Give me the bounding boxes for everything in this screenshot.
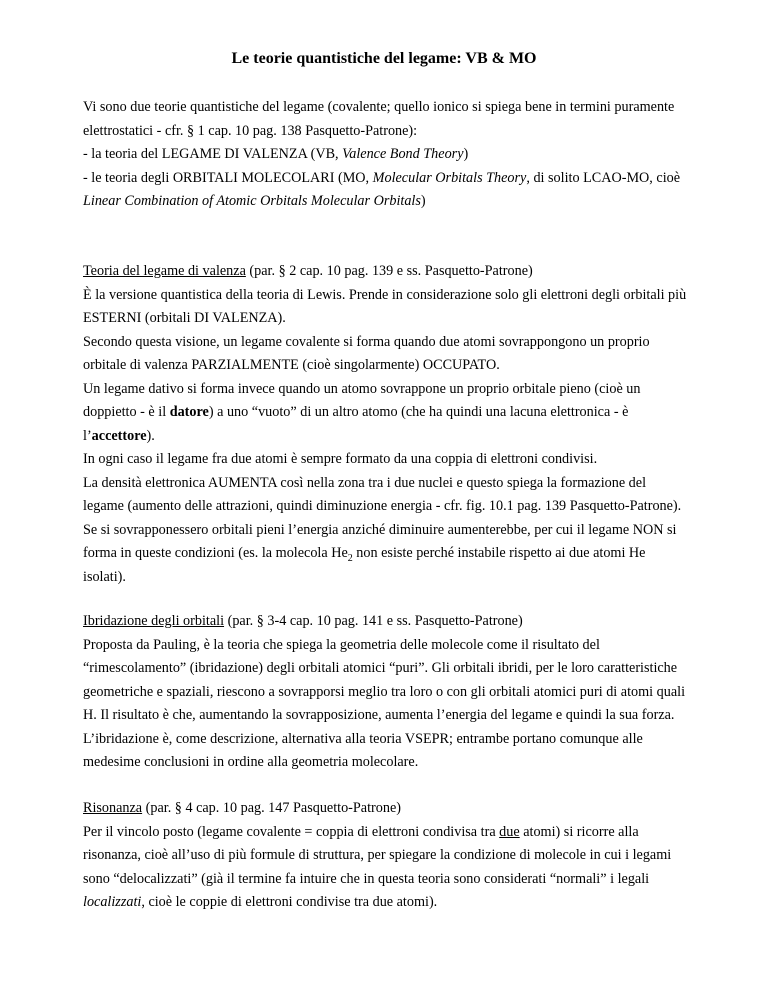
hybrid-line: medesime conclusioni in ordine alla geometria molecolare. <box>83 754 419 770</box>
vb-line-he2: forma in queste condizioni (es. la molecola $He_2$ non esiste perché instabile rispetto ai due atomi He <box>83 545 646 564</box>
hybrid-line: “rimescolamento” (ibridazione) degli orbitali atomici “puri”. Gli orbitali ibridi, per le loro caratteristiche <box>83 660 678 676</box>
section-reference: (par. § 2 cap. 10 pag. 139 e ss. Pasquetto-Patrone) <box>245 263 533 279</box>
intro-line-mo: - le teoria degli ORBITALI MOLECOLARI (MO, Molecular Orbitals Theory, di solito LCAO-MO, cioè <box>83 169 681 186</box>
vb-line-accettore: l’accettore). <box>83 427 155 444</box>
section-heading: Risonanza <box>83 800 143 816</box>
vb-line: orbitale di valenza PARZIALMENTE (cioè singolarmente) OCCUPATO. <box>83 357 500 373</box>
hybrid-line: H. Il risultato è che, aumentando la sovrapposizione, aumenta l’energia del legame e quindi la sua forza. <box>83 707 675 723</box>
vb-line: In ogni caso il legame fra due atomi è sempre formato da una coppia di elettroni condivisi. <box>83 451 598 467</box>
hybridization-section <box>83 610 686 775</box>
intro-line-vb: - la teoria del LEGAME DI VALENZA (VB, Valence Bond Theory) <box>83 146 469 162</box>
intro-line: elettrostatici - cfr. § 1 cap. 10 pag. 138 Pasquetto-Patrone): <box>83 122 418 139</box>
hybrid-line: Proposta da Pauling, è la teoria che spiega la geometria delle molecole come il risultato del <box>83 636 600 653</box>
hybrid-line: geometriche e spaziali, riescono a sovrapporsi meglio tra loro o con gli orbitali atomici puri di atomi quali <box>83 683 686 700</box>
intro-paragraph <box>83 96 683 214</box>
vb-line: isolati). <box>83 568 126 585</box>
resonance-line-localizzati: localizzati, cioè le coppie di elettroni condivise tra due atomi). <box>83 894 438 910</box>
section-reference: (par. § 4 cap. 10 pag. 147 Pasquetto-Patrone) <box>142 800 401 816</box>
vb-line-datore: doppietto - è il datore) a uno “vuoto” di un altro atomo (che ha quindi una lacuna elettronica - è <box>83 404 629 420</box>
hybrid-heading-line <box>83 610 683 634</box>
intro-line-lcao: Linear Combination of Atomic Orbitals Molecular Orbitals) <box>83 193 426 209</box>
resonance-line: sono “delocalizzati” (già il termine fa intuire che in questa teoria sono considerati “normali” i legali <box>83 870 650 887</box>
vb-heading-line <box>83 260 683 284</box>
section-heading: Teoria del legame di valenza <box>83 263 246 279</box>
vb-section <box>83 260 687 589</box>
section-heading: Ibridazione degli orbitali <box>83 613 225 629</box>
vb-line: ESTERNI (orbitali DI VALENZA). <box>83 310 286 326</box>
vb-line: legame (aumento delle attrazioni, quindi diminuzione energia - cfr. fig. 10.1 pag. 139 Pasquetto-Patrone). <box>83 498 682 514</box>
resonance-line-due: Per il vincolo posto (legame covalente = coppia di elettroni condivisa tra due atomi) si ricorre alla <box>83 823 639 840</box>
vb-line: Un legame dativo si forma invece quando un atomo sovrappone un proprio orbitale pieno (cioè un <box>83 380 641 397</box>
section-reference: (par. § 3-4 cap. 10 pag. 141 e ss. Pasquetto-Patrone) <box>224 613 523 629</box>
vb-line: È la versione quantistica della teoria di Lewis. Prende in considerazione solo gli elettroni degli orbitali più <box>83 286 687 303</box>
page-title: Le teorie quantistiche del legame: VB & MO <box>231 50 537 67</box>
resonance-heading-line <box>83 797 683 821</box>
vb-line: Secondo questa visione, un legame covalente si forma quando due atomi sovrappongono un proprio <box>83 333 650 350</box>
vb-line: Se si sovrapponessero orbitali pieni l’energia anziché diminuire aumenterebbe, per cui il legame NON si <box>83 521 677 538</box>
vb-line: La densità elettronica AUMENTA così nella zona tra i due nuclei e questo spiega la formazione del <box>83 474 647 491</box>
intro-line: Vi sono due teorie quantistiche del legame (covalente; quello ionico si spiega bene in termini puramente <box>83 99 675 115</box>
resonance-section <box>83 797 683 915</box>
resonance-line: risonanza, cioè all’uso di più formule di struttura, per spiegare la condizione di molecole in cui i legami <box>83 847 672 863</box>
hybrid-line: L’ibridazione è, come descrizione, alternativa alla teoria VSEPR; entrambe portano comunque alle <box>83 730 643 747</box>
